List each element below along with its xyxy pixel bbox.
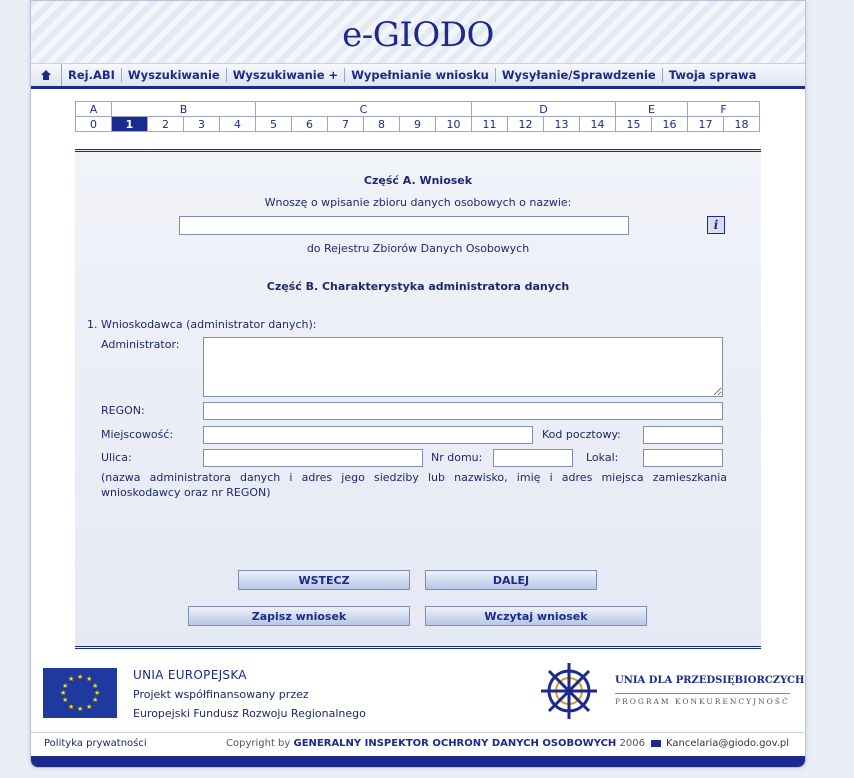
unit-label: Lokal: [586,451,619,464]
nav-wypelnianie-wniosku[interactable]: Wypełnianie wniosku [345,68,496,82]
step-0[interactable]: 0 [76,117,112,132]
copyright-org: GENERALNY INSPEKTOR OCHRONY DANYCH OSOBOWYCH [293,738,617,749]
footer [31,653,805,767]
step-17[interactable]: 17 [688,117,724,132]
udp-logo-icon [537,659,601,723]
step-13[interactable]: 13 [544,117,580,132]
email-link[interactable] [651,738,789,749]
udp-subtitle: PROGRAM KONKURENCYJNOŚĆ [615,693,790,706]
copyright-prefix: Copyright by [226,738,291,749]
applicant-heading: 1. Wnioskodawca (administrator danych): [87,318,317,331]
house-number-input[interactable] [493,449,573,467]
info-icon[interactable]: i [707,216,725,234]
nav-wyszukiwanie-plus[interactable]: Wyszukiwanie + [227,68,345,82]
eu-title: UNIA EUROPEJSKA [133,668,247,682]
nav-twoja-sprawa[interactable]: Twoja sprawa [668,68,757,82]
regon-label: REGON: [101,404,145,417]
street-input[interactable] [203,449,423,467]
regon-input[interactable] [203,402,723,420]
step-16[interactable]: 16 [652,117,688,132]
postal-code-label: Kod pocztowy: [542,428,621,441]
privacy-link[interactable]: Polityka prywatności [44,738,147,749]
unit-input[interactable] [643,449,723,467]
nav-rej-abi[interactable]: Rej.ABI [62,68,122,82]
eu-flag-icon: ★ ★ ★ ★ ★ ★ ★ ★ ★ ★ ★ ★ [43,668,117,718]
site-header [31,1,805,63]
section-c: C [256,102,472,117]
next-button[interactable]: DALEJ [425,570,597,590]
section-a: A [76,102,112,117]
nav-wysylanie-sprawdzenie[interactable]: Wysyłanie/Sprawdzenie [496,68,663,82]
footer-band [31,756,805,767]
dataset-name-input[interactable] [179,216,629,235]
nav-wyszukiwanie[interactable]: Wyszukiwanie [122,68,227,82]
step-8[interactable]: 8 [364,117,400,132]
main-nav [31,63,805,89]
step-15[interactable]: 15 [616,117,652,132]
section-b: B [112,102,256,117]
home-button[interactable] [31,64,62,86]
step-14[interactable]: 14 [580,117,616,132]
site-logo: e-GIODO [342,15,494,55]
eu-line-1: Projekt współfinansowany przez [133,688,309,701]
step-9[interactable]: 9 [400,117,436,132]
back-button[interactable]: WSTECZ [238,570,410,590]
step-2[interactable]: 2 [148,117,184,132]
section-f: F [688,102,760,117]
step-5[interactable]: 5 [256,117,292,132]
email-text: Kancelaria@giodo.gov.pl [666,738,790,749]
part-a-title: Część A. Wniosek [363,174,473,187]
administrator-textarea[interactable] [203,337,723,397]
home-icon [41,70,51,80]
step-18[interactable]: 18 [724,117,760,132]
footer-bar [31,732,805,755]
part-a-text: Wnoszę o wpisanie zbioru danych osobowych o nazwie: [264,196,572,209]
street-label: Ulica: [101,451,132,464]
postal-code-input[interactable] [643,426,723,444]
copyright-year: 2006 [619,738,645,749]
step-1[interactable]: 1 [112,117,148,132]
step-7[interactable]: 7 [328,117,364,132]
applicant-note: (nazwa administratora danych i adres jego siedziby lub nazwisko, imię i adres miejsca zamieszkania wnioskodawcy oraz nr REGON) [101,471,727,499]
envelope-icon [651,740,661,747]
save-application-button[interactable]: Zapisz wniosek [188,606,410,626]
form-panel [75,149,761,649]
house-number-label: Nr domu: [431,451,483,464]
step-11[interactable]: 11 [472,117,508,132]
city-input[interactable] [203,426,533,444]
copyright [226,738,645,749]
section-d: D [472,102,616,117]
eu-line-2: Europejski Fundusz Rozwoju Regionalnego [133,707,366,720]
registry-text: do Rejestru Zbiorów Danych Osobowych [306,242,530,255]
administrator-label: Administrator: [101,338,180,351]
step-12[interactable]: 12 [508,117,544,132]
step-navigator [75,101,760,132]
step-4[interactable]: 4 [220,117,256,132]
step-6[interactable]: 6 [292,117,328,132]
part-b-title: Część B. Charakterystyka administratora danych [266,280,570,293]
section-e: E [616,102,688,117]
city-label: Miejscowość: [101,428,174,441]
step-10[interactable]: 10 [436,117,472,132]
page-frame [30,0,806,768]
step-3[interactable]: 3 [184,117,220,132]
udp-title: UNIA DLA PRZEDSIĘBIORCZYCH [615,675,805,686]
load-application-button[interactable]: Wczytaj wniosek [425,606,647,626]
